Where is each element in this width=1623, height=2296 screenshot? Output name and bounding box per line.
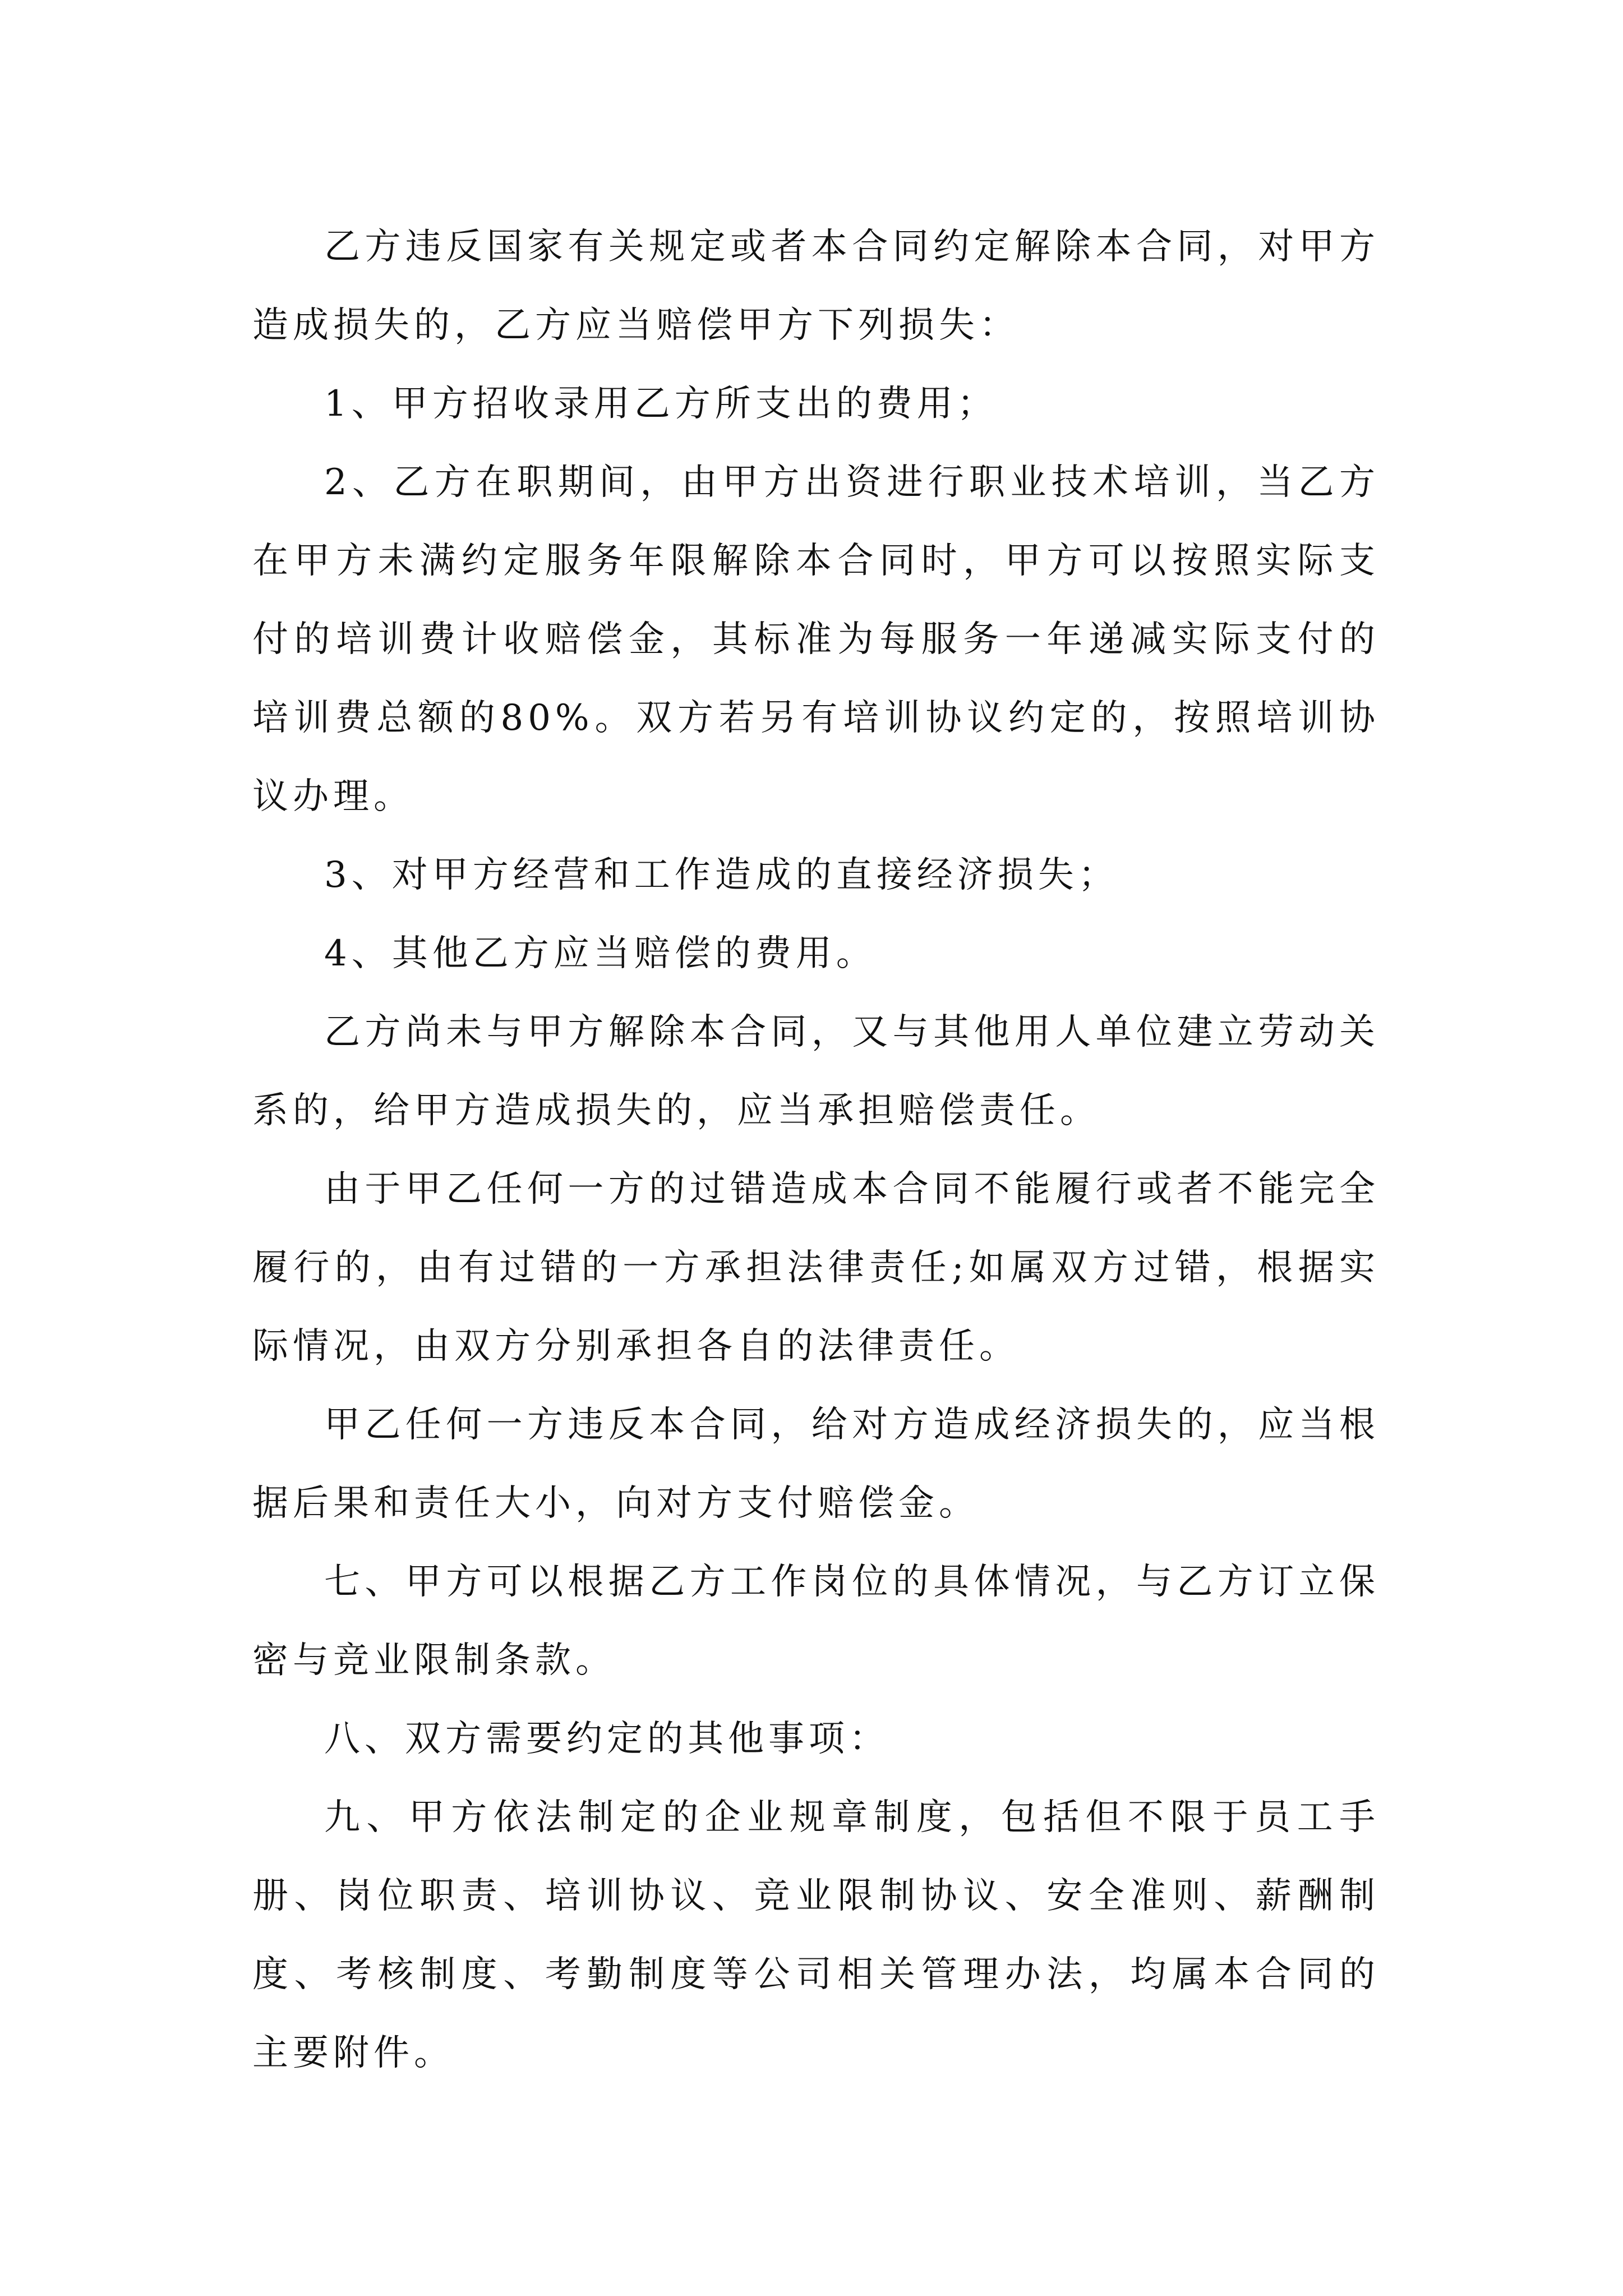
paragraph-section-8-other-matters: 八、双方需要约定的其他事项： bbox=[324, 1718, 889, 1760]
paragraph-breach-by-party-b: 乙方违反国家有关规定或者本合同约定解除本合同，对甲方造成损失的，乙方应当赔偿甲方下列损失： bbox=[252, 226, 1380, 346]
paragraph-item-1-recruitment-cost: 1、甲方招收录用乙方所支出的费用； bbox=[324, 383, 998, 425]
paragraph-fault-liability: 由于甲乙任何一方的过错造成本合同不能履行或者不能完全履行的，由有过错的一方承担法律责任;如属双方过错，根据实际情况，由双方分别承担各自的法律责任。 bbox=[252, 1168, 1380, 1367]
paragraph-item-3-direct-loss: 3、对甲方经营和工作造成的直接经济损失； bbox=[324, 854, 1119, 896]
paragraph-item-2-training-cost: 2、乙方在职期间，由甲方出资进行职业技术培训，当乙方在甲方未满约定服务年限解除本合同时，甲方可以按照实际支付的培训费计收赔偿金，其标准为每服务一年递减实际支付的培训费总额的80%。双方若另有培训协议约定的，按照培训协议办理。 bbox=[252, 462, 1380, 817]
paragraph-item-4-other-costs: 4、其他乙方应当赔偿的费用。 bbox=[324, 933, 877, 974]
document-body bbox=[252, 208, 1380, 2092]
paragraph-dual-employment: 乙方尚未与甲方解除本合同，又与其他用人单位建立劳动关系的，给甲方造成损失的，应当承担赔偿责任。 bbox=[252, 1011, 1380, 1131]
paragraph-section-7-confidentiality: 七、甲方可以根据乙方工作岗位的具体情况，与乙方订立保密与竞业限制条款。 bbox=[252, 1561, 1380, 1681]
paragraph-compensation: 甲乙任何一方违反本合同，给对方造成经济损失的，应当根据后果和责任大小，向对方支付赔偿金。 bbox=[252, 1404, 1380, 1524]
paragraph-section-9-attachments: 九、甲方依法制定的企业规章制度，包括但不限于员工手册、岗位职责、培训协议、竞业限制协议、安全准则、薪酬制度、考核制度、考勤制度等公司相关管理办法，均属本合同的主要附件。 bbox=[252, 1797, 1380, 2074]
